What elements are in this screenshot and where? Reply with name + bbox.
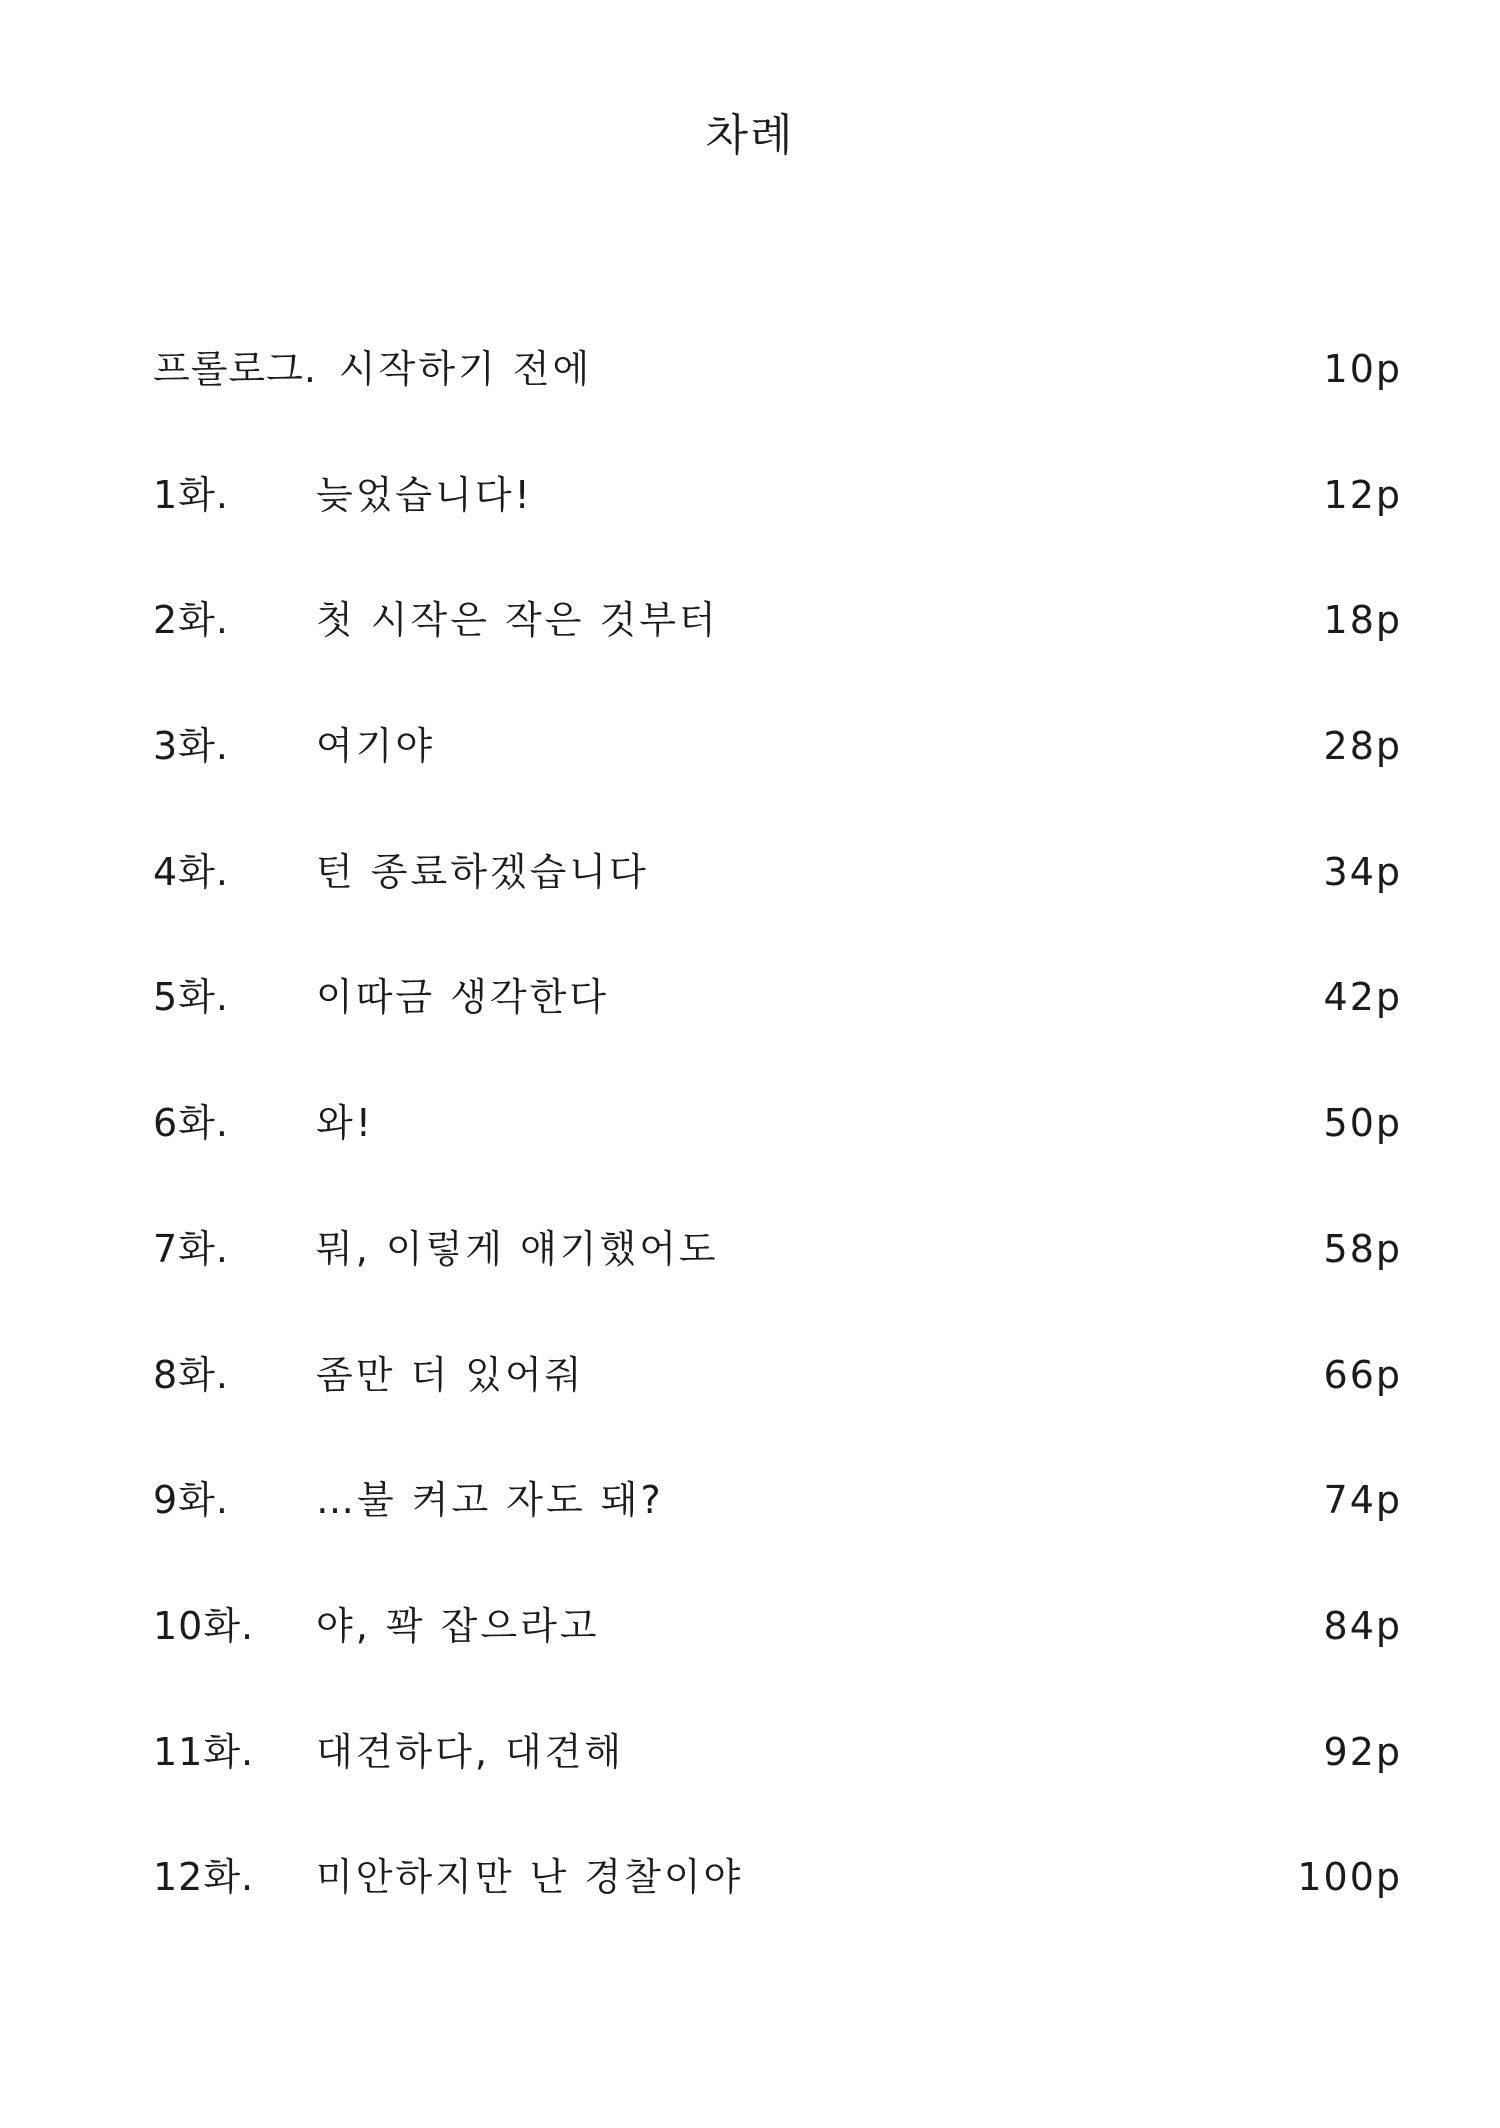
toc-entry-title: 늦었습니다!	[316, 472, 533, 517]
toc-entry-label: 프롤로그.	[153, 347, 317, 391]
toc-entry-label: 1화.	[153, 472, 229, 517]
toc-entry-chapter-7[interactable]	[153, 1224, 1402, 1350]
toc-entry-chapter-9[interactable]	[153, 1475, 1402, 1601]
toc-entry-chapter-6[interactable]	[153, 1098, 1402, 1224]
toc-entry-chapter-12[interactable]	[153, 1852, 1402, 1978]
toc-entry-chapter-8[interactable]	[153, 1350, 1402, 1476]
toc-entry-title: …불 켜고 자도 돼?	[316, 1478, 664, 1523]
toc-entry-page-number: 18p	[1323, 598, 1402, 643]
toc-entry-chapter-1[interactable]	[153, 470, 1402, 596]
toc-entry-title: 턴 종료하겠습니다	[316, 849, 649, 894]
toc-entry-page-number: 84p	[1323, 1603, 1402, 1648]
toc-entry-chapter-3[interactable]	[153, 721, 1402, 847]
toc-entry-prologue[interactable]	[153, 344, 1402, 470]
toc-entry-label: 8화.	[153, 1352, 229, 1397]
toc-entry-chapter-4[interactable]	[153, 847, 1402, 973]
table-of-contents	[153, 344, 1402, 1978]
toc-entry-page-number: 66p	[1323, 1352, 1402, 1397]
toc-entry-chapter-5[interactable]	[153, 972, 1402, 1098]
toc-entry-chapter-10[interactable]	[153, 1601, 1402, 1727]
toc-entry-title: 좀만 더 있어줘	[316, 1352, 585, 1397]
toc-entry-page-number: 34p	[1323, 849, 1402, 894]
toc-entry-label: 12화.	[153, 1855, 255, 1900]
toc-entry-chapter-2[interactable]	[153, 595, 1402, 721]
toc-entry-page-number: 92p	[1323, 1729, 1402, 1774]
toc-entry-label: 4화.	[153, 849, 229, 894]
toc-entry-title: 뭐, 이렇게 얘기했어도	[316, 1226, 719, 1271]
page-title: 차례	[705, 110, 795, 161]
toc-entry-title: 와!	[316, 1101, 374, 1146]
toc-entry-label: 7화.	[153, 1226, 229, 1271]
toc-entry-page-number: 58p	[1323, 1226, 1402, 1271]
toc-entry-page-number: 12p	[1323, 472, 1402, 517]
toc-entry-page-number: 50p	[1323, 1101, 1402, 1146]
toc-entry-label: 11화.	[153, 1729, 255, 1774]
toc-entry-label: 9화.	[153, 1478, 229, 1523]
toc-entry-page-number: 74p	[1323, 1478, 1402, 1523]
toc-entry-title: 미안하지만 난 경찰이야	[316, 1855, 744, 1900]
toc-entry-chapter-11[interactable]	[153, 1727, 1402, 1853]
toc-entry-title: 여기야	[316, 724, 436, 769]
toc-entry-label: 10화.	[153, 1603, 255, 1648]
toc-entry-page-number: 100p	[1297, 1855, 1402, 1900]
toc-entry-title: 야, 꽉 잡으라고	[316, 1603, 600, 1648]
toc-entry-page-number: 42p	[1323, 975, 1402, 1020]
toc-entry-title: 시작하기 전에	[338, 347, 593, 391]
toc-entry-title: 이따금 생각한다	[316, 975, 610, 1020]
toc-entry-title: 첫 시작은 작은 것부터	[316, 598, 719, 643]
toc-entry-label: 3화.	[153, 724, 229, 769]
toc-entry-label: 6화.	[153, 1101, 229, 1146]
toc-entry-page-number: 10p	[1323, 347, 1402, 391]
toc-entry-label: 5화.	[153, 975, 229, 1020]
toc-entry-title: 대견하다, 대견해	[316, 1729, 625, 1774]
toc-entry-page-number: 28p	[1323, 724, 1402, 769]
toc-entry-label: 2화.	[153, 598, 229, 643]
